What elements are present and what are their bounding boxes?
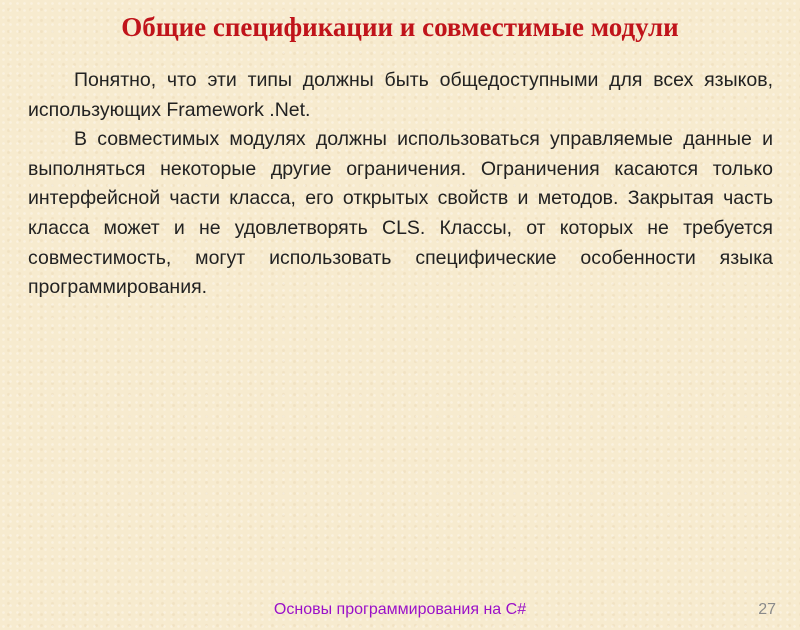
slide-footer: Основы программирования на C# — [273, 601, 527, 618]
body-paragraph-2: В совместимых модулях должны использоваться управляемые данные и выполняться некоторые другие ограничения. Ограничения касаются только интерфейсной части класса, его открытых свойств и методов. Закрытая часть класса может и не удовлетворять CLS. Классы, от которых не требуется совместимость, могут использовать специфические особенности языка программирования. — [28, 128, 773, 299]
page-number: 27 — [758, 601, 776, 618]
slide-title: Общие спецификации и совместимые модули — [121, 12, 679, 42]
body-paragraph-1: Понятно, что эти типы должны быть общедоступными для всех языков, использующих Framework .Net. — [28, 69, 773, 121]
slide-body — [28, 66, 773, 303]
